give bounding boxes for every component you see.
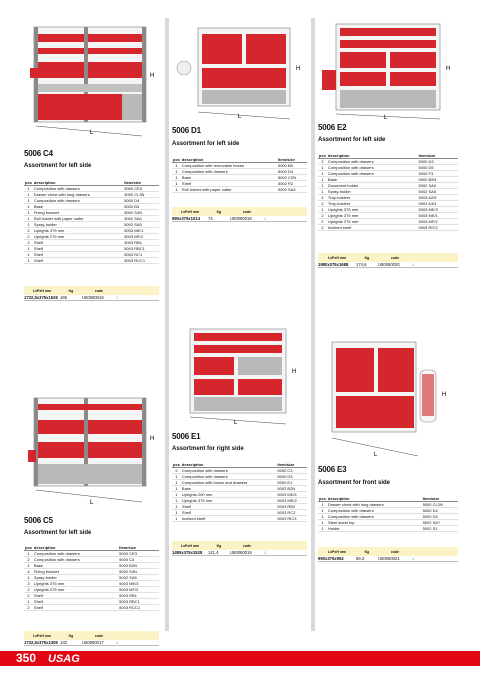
- product-code: 5006 C5: [24, 516, 53, 525]
- table-row: 1 Fixing bracket 5002 S4N: [24, 210, 159, 216]
- svg-text:L: L: [90, 130, 94, 136]
- svg-text:L: L: [384, 115, 388, 120]
- table-row: 1 Uprights 375 mm 5003 ME/2: [172, 498, 307, 504]
- items-table: pcs description Item/size 1 Drawer chest with long drawers 5000 CL3N 1 Composition with drawers 5000 D4 1 Composition with drawers 5000 D5 1 Steel sheet top 5002 SA7 1 Holder 5002 S1: [318, 496, 458, 532]
- table-row: 4 Fixing bracket 5002 S4N: [24, 569, 159, 575]
- table-row: 2 Uprights 275 mm 5003 MF/2: [24, 234, 159, 240]
- product-subtitle: Assortment for left side: [318, 137, 386, 143]
- table-row: 1 Composition with drawers 5000 CE3: [24, 186, 159, 192]
- items-table: pcs description Item/size 2 Composition with drawers 5000 D3 1 Composition with drawers 5000 D5 1 Composition with drawers 5000 F3 1 Base 5002 B2N 1 Document holder 5002 SA0 1 Spray-holder 5002 SA5 4 Tray-holders 5003 A2/5 2 Tray-holders 5003 A3/4 1 Uprights 375 mm 5003 ME/3 2 Uprights 375 mm 5003 ME/1 2 Uprights 275 mm 5003 MF/2 2 Inclined shelf 5003 RIC2: [318, 153, 458, 231]
- table-row: 2 Shelf 5003 RCC1: [24, 605, 159, 611]
- spec-table: LxPxH mm Kg code 1485x375x1528 121,4 U50060019 1: [172, 541, 307, 556]
- product-code: 5006 E1: [172, 432, 201, 441]
- table-row: 1 Composition with drawers 5000 D5: [318, 165, 458, 171]
- cabinet-illustration: [24, 22, 162, 137]
- svg-text:L: L: [234, 420, 238, 425]
- product-subtitle: Assortment for left side: [172, 141, 240, 147]
- table-row: 1 Shelf 5003 RBC1: [24, 599, 159, 605]
- cabinet-illustration: [318, 20, 458, 120]
- table-row: 1 Composition with drawers 5000 D4: [24, 198, 159, 204]
- product-subtitle: Assortment for front side: [318, 480, 391, 486]
- table-row: 1 Inclined shelf 5003 RIC3: [172, 516, 307, 522]
- product-subtitle: Assortment for left side: [24, 163, 92, 169]
- table-row: 1 Shelf 5003 RB2: [172, 504, 307, 510]
- spec-table: LxPxH mm Kg code 990x375x1014 74 U50060018 1: [172, 207, 307, 222]
- column-divider: [311, 18, 315, 631]
- table-row: 1 Spray-holder 5002 SA5: [24, 575, 159, 581]
- table-row: 1 Composition with drawers 5000 D4: [172, 169, 307, 175]
- items-table: pcs description Item/size 1 Composition with removable boxes 5000 B5 1 Composition with drawers 5000 D4 1 Base 5002 C2N 1 Shelf 5002 R2 1 Roll holder with paper cutter 5002 SA4: [172, 157, 307, 193]
- table-row: 2 Composition with drawers 5000 C3: [24, 557, 159, 563]
- spec-table: LxPxH mm Kg code 1732,5x375x1526 165 U50060016 1: [24, 286, 159, 301]
- product-code: 5006 E2: [318, 123, 347, 132]
- table-row: 1 Drawer chest with long drawers 5000 CL3N: [24, 192, 159, 198]
- table-row: 4 Tray-holders 5003 A2/5: [318, 195, 458, 201]
- spec-table: LxPxH mm Kg code 1732,5x375x1306 132 U50060017 1: [24, 631, 159, 646]
- table-row: 1 Base 5002 B2N: [318, 177, 458, 183]
- table-row: 1 Composition with drawers 5000 D4: [318, 508, 458, 514]
- table-row: 1 Drawer chest with long drawers 5000 CL3N: [318, 502, 458, 508]
- table-row: 1 Base 5002 B2N: [172, 486, 307, 492]
- table-row: 1 Uprights 200 mm 5003 MD/1: [172, 492, 307, 498]
- table-row: 2 Uprights 275 mm 5003 MF/2: [318, 219, 458, 225]
- svg-text:H: H: [292, 369, 297, 375]
- items-table: pcs description Item/size 1 Composition with drawers 5000 CE3 1 Drawer chest with long drawers 5000 CL3N 1 Composition with drawers 5000 D4 1 Base 5002 B3 1 Fixing bracket 5002 S4N 1 Roll holder with paper cutter 5002 SA4 1 Spray-holder 5002 SA5 2 Uprights 375 mm 5003 ME/1 2 Uprights 275 mm 5003 MF/2 2 Shelf 5003 RB1 1 Shelf 5003 RBC1 1 Shelf 5003 RC1 1 Shelf 5003 RCC1: [24, 180, 159, 264]
- table-row: 1 Composition with drawers 5000 D3: [172, 474, 307, 480]
- product-subtitle: Assortment for right side: [172, 446, 244, 452]
- spec-table: LxPxH mm Kg code 1980x375x1688 174,6 U50060020 1: [318, 253, 458, 268]
- column-divider: [165, 18, 169, 631]
- svg-text:L: L: [374, 452, 378, 458]
- table-row: 2 Uprights 275 mm 5003 MF/2: [24, 587, 159, 593]
- cabinet-illustration: [172, 325, 308, 425]
- table-row: 1 Composition with boxes and drawers 5000 E1: [172, 480, 307, 486]
- product-code: 5006 E3: [318, 465, 347, 474]
- svg-text:H: H: [442, 392, 447, 398]
- table-row: 1 Base 5002 B2N: [24, 563, 159, 569]
- product-code: 5006 D1: [172, 126, 201, 135]
- table-row: 1 Shelf 5003 RCC1: [24, 258, 159, 264]
- table-row: 1 Composition with drawers 5000 CE3: [24, 551, 159, 557]
- table-row: 2 Uprights 375 mm 5003 ME/1: [24, 228, 159, 234]
- items-table: pcs description Item/size 2 Composition with drawers 5000 C3 1 Composition with drawers 5000 D3 1 Composition with boxes and drawers 5000 E1 1 Base 5002 B2N 1 Uprights 200 mm 5003 MD/1 1 Uprights 375 mm 5003 ME/2 1 Shelf 5003 RB2 1 Shelf 5003 RC2 1 Inclined shelf 5003 RIC3: [172, 462, 307, 522]
- table-row: 1 Base 5002 B3: [24, 204, 159, 210]
- table-row: 2 Shelf 5003 RB1: [24, 593, 159, 599]
- table-row: 1 Shelf 5003 RBC1: [24, 246, 159, 252]
- table-row: 1 Roll holder with paper cutter 5002 SA4: [24, 216, 159, 222]
- table-row: 1 Document holder 5002 SA0: [318, 183, 458, 189]
- svg-text:H: H: [150, 436, 155, 442]
- cabinet-illustration: [318, 330, 458, 458]
- cabinet-illustration: [172, 22, 308, 120]
- table-row: 2 Tray-holders 5003 A3/4: [318, 201, 458, 207]
- table-row: 2 Inclined shelf 5003 RIC2: [318, 225, 458, 231]
- svg-text:L: L: [90, 500, 94, 505]
- items-table: pcs description Item/size 1 Composition with drawers 5000 CE3 2 Composition with drawers 5000 C3 1 Base 5002 B2N 4 Fixing bracket 5002 S4N 1 Spray-holder 5002 SA5 3 Uprights 375 mm 5003 ME/3 2 Uprights 275 mm 5003 MF/2 2 Shelf 5003 RB1 1 Shelf 5003 RBC1 2 Shelf 5003 RCC1: [24, 545, 159, 611]
- table-row: 1 Steel sheet top 5002 SA7: [318, 520, 458, 526]
- table-row: 1 Spray-holder 5002 SA5: [318, 189, 458, 195]
- table-row: 2 Shelf 5003 RB1: [24, 240, 159, 246]
- svg-text:H: H: [296, 66, 301, 72]
- table-row: 1 Holder 5002 S1: [318, 526, 458, 532]
- table-row: 1 Spray-holder 5002 SA5: [24, 222, 159, 228]
- brand-logo: USAG: [48, 653, 80, 665]
- spec-table: LxPxH mm Kg code 990x375x954 89,3 U50060021 1: [318, 547, 458, 562]
- product-subtitle: Assortment for left side: [24, 530, 92, 536]
- product-code: 5006 C4: [24, 149, 53, 158]
- table-row: 1 Composition with drawers 5000 D5: [318, 514, 458, 520]
- table-row: 1 Uprights 375 mm 5003 ME/3: [318, 207, 458, 213]
- table-row: 2 Uprights 375 mm 5003 ME/1: [318, 213, 458, 219]
- table-row: 1 Composition with drawers 5000 F3: [318, 171, 458, 177]
- cabinet-illustration: [24, 390, 162, 505]
- table-row: 1 Composition with removable boxes 5000 B5: [172, 163, 307, 169]
- table-row: 1 Shelf 5003 RC2: [172, 510, 307, 516]
- table-row: 2 Composition with drawers 5000 C3: [172, 468, 307, 474]
- table-row: 1 Shelf 5003 RC1: [24, 252, 159, 258]
- table-row: 1 Base 5002 C2N: [172, 175, 307, 181]
- svg-text:H: H: [446, 66, 451, 72]
- table-row: 3 Uprights 375 mm 5003 ME/3: [24, 581, 159, 587]
- table-row: 1 Roll holder with paper cutter 5002 SA4: [172, 187, 307, 193]
- page-number: 350: [16, 651, 37, 665]
- table-row: 1 Shelf 5002 R2: [172, 181, 307, 187]
- table-row: 2 Composition with drawers 5000 D3: [318, 159, 458, 165]
- svg-text:H: H: [150, 73, 155, 79]
- svg-text:L: L: [238, 114, 242, 120]
